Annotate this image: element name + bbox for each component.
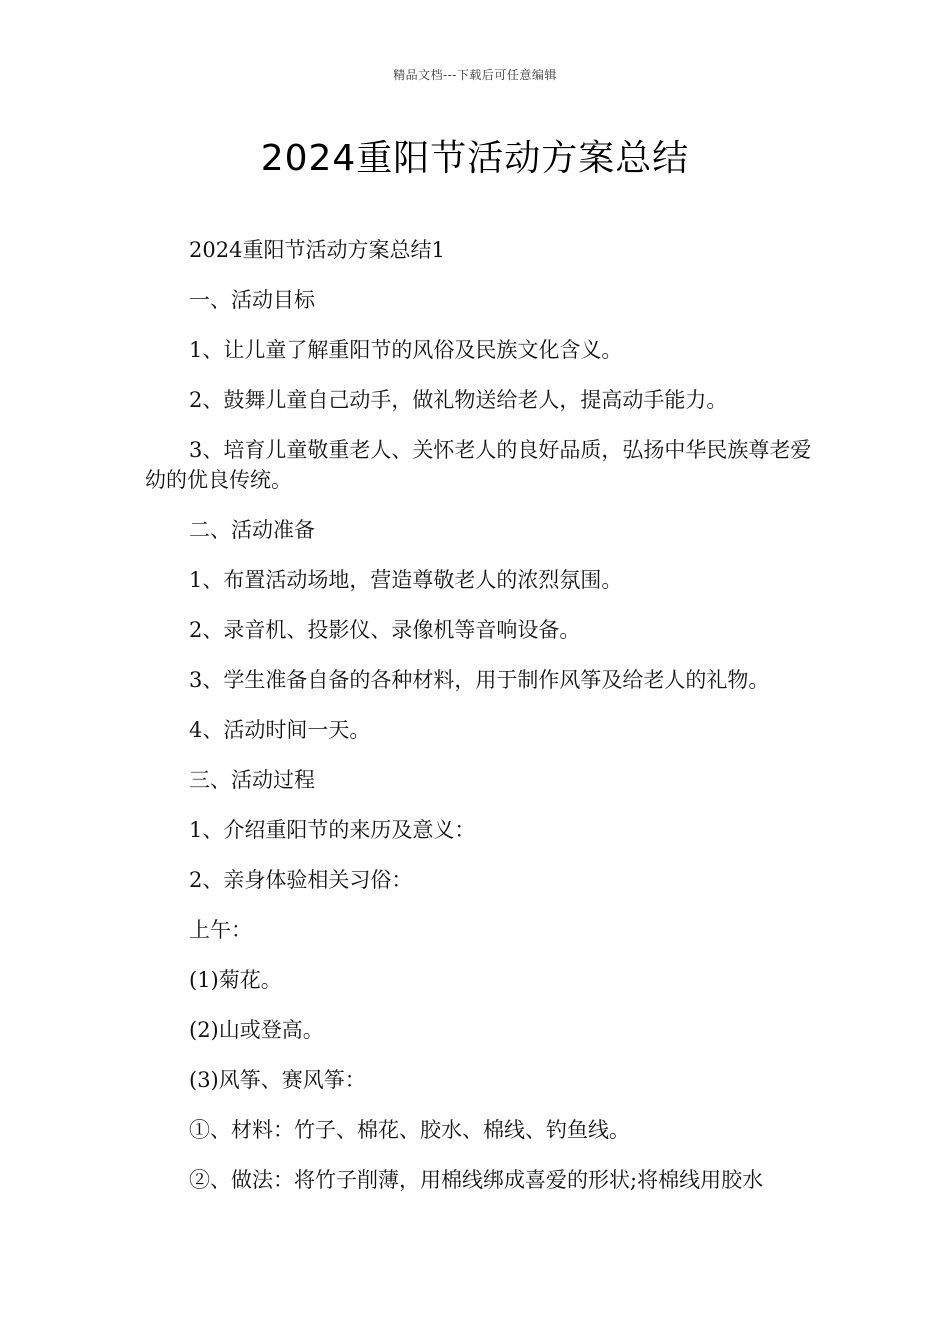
section-heading-goals: 一、活动目标 [189,288,315,312]
paragraph: (3)风筝、赛风筝： [189,1068,366,1092]
header-note: 精品文档---下载后可任意编辑 [393,68,557,82]
paragraph: 1、让儿童了解重阳节的风俗及民族文化含义。 [189,338,623,362]
paragraph: 2、录音机、投影仪、录像机等音响设备。 [189,618,581,642]
section-heading-preparation: 二、活动准备 [189,518,315,542]
paragraph: (2)山或登高。 [189,1018,324,1042]
paragraph: 3、学生准备自备的各种材料，用于制作风筝及给老人的礼物。 [189,668,770,692]
paragraph: 1、介绍重阳节的来历及意义： [189,818,476,842]
paragraph: 1、布置活动场地，营造尊敬老人的浓烈氛围。 [189,568,623,592]
paragraph: 2、亲身体验相关习俗： [189,868,413,892]
paragraph: ②、做法：将竹子削薄，用棉线绑成喜爱的形状;将棉线用胶水 [189,1168,764,1192]
paragraph: ①、材料：竹子、棉花、胶水、棉线、钓鱼线。 [189,1118,630,1142]
document-body [145,235,815,1215]
paragraph: 2、鼓舞儿童自己动手，做礼物送给老人，提高动手能力。 [189,388,728,412]
paragraph: 上午： [189,918,252,942]
subtitle-paragraph: 2024重阳节活动方案总结1 [189,238,445,262]
paragraph: (1)菊花。 [189,968,282,992]
paragraph: 3、培育儿童敬重老人、关怀老人的良好品质，弘扬中华民族尊老爱幼的优良传统。 [145,438,812,492]
section-heading-process: 三、活动过程 [189,768,315,792]
document-title: 2024重阳节活动方案总结 [260,138,690,179]
paragraph: 4、活动时间一天。 [189,718,371,742]
